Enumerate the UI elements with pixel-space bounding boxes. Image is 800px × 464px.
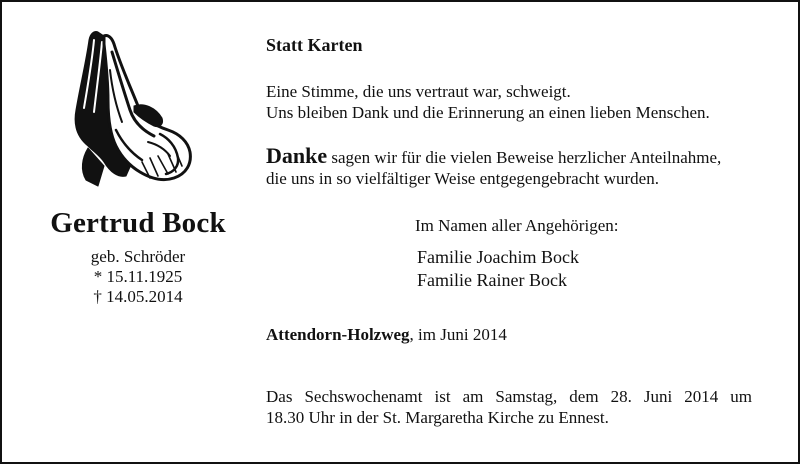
thanks-word: Danke [266, 143, 328, 168]
intro-line-2: Uns bleiben Dank und die Erinnerung an einen lieben Menschen. [266, 103, 710, 122]
date-text: , im Juni 2014 [409, 325, 507, 344]
service-line-1: Das Sechswochenamt ist am Samstag, dem 28. Juni 2014 um [266, 387, 752, 406]
birth-name: geb. Schröder [90, 247, 186, 266]
family-name: Familie Joachim Bock [417, 247, 579, 267]
place-name: Attendorn-Holzweg [266, 325, 410, 344]
service-line-2: 18.30 Uhr in der St. Margaretha Kirche zu Ennest. [266, 408, 609, 427]
deceased-name: Gertrud Bock [50, 207, 226, 239]
on-behalf-label: Im Namen aller Angehörigen: [415, 216, 619, 235]
praying-hands-icon [64, 26, 194, 188]
intro-line-1: Eine Stimme, die uns vertraut war, schweigt. [266, 82, 571, 101]
family-name: Familie Rainer Bock [417, 270, 567, 290]
place-and-date [266, 325, 507, 345]
thanks-line-1-rest: sagen wir für die vielen Beweise herzlicher Anteilnahme, [327, 148, 722, 167]
birth-date: * 15.11.1925 [93, 267, 183, 286]
notice-heading: Statt Karten [266, 35, 363, 55]
death-date: † 14.05.2014 [93, 287, 183, 306]
thanks-line-2: die uns in so vielfältiger Weise entgegengebracht wurden. [266, 169, 659, 188]
thanks-line-1 [266, 145, 721, 168]
